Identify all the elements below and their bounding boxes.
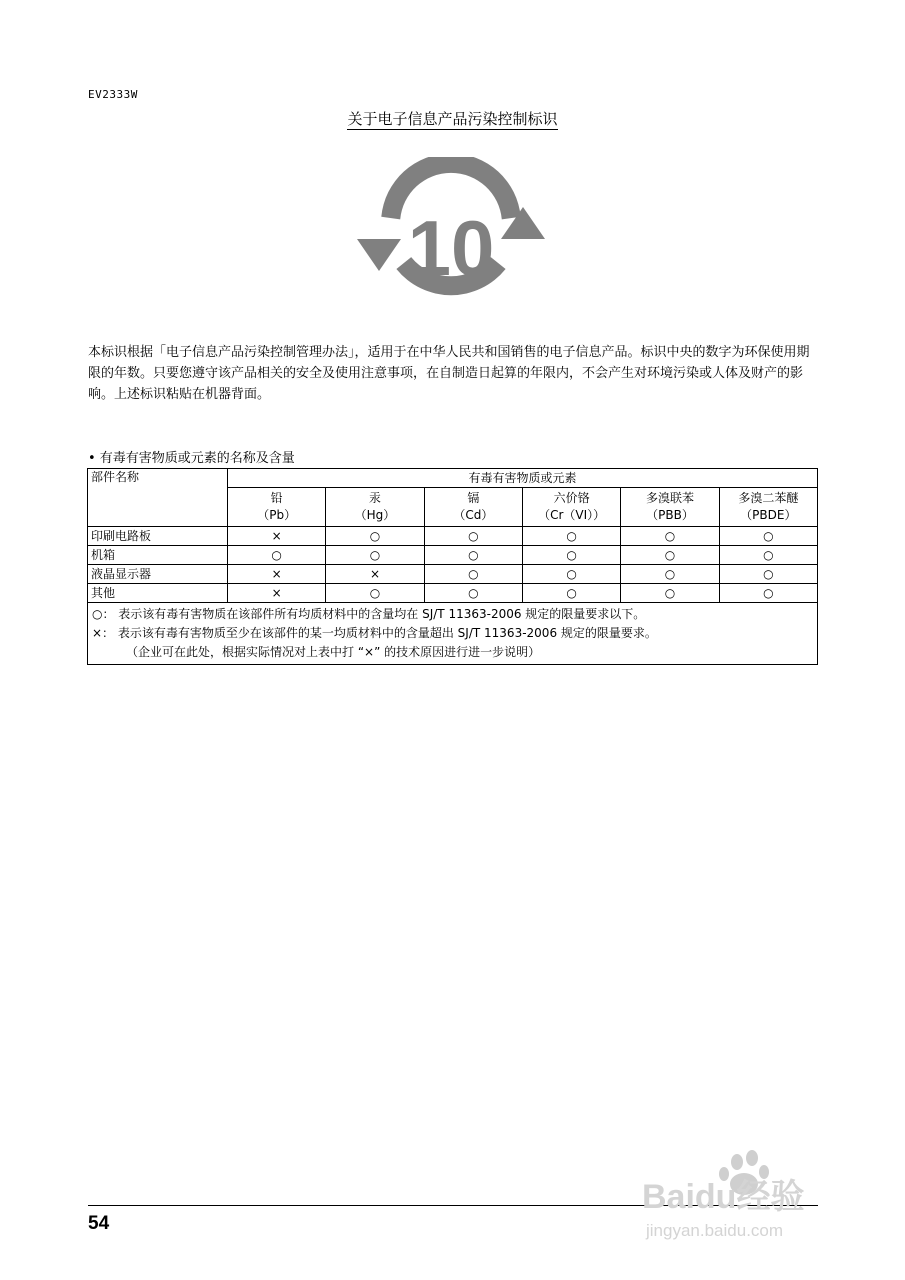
table-cell: × <box>228 565 326 584</box>
table-row <box>88 584 818 603</box>
page-number: 54 <box>88 1213 110 1234</box>
watermark-url: jingyan.baidu.com <box>646 1221 784 1240</box>
part-name: 液晶显示器 <box>88 565 228 584</box>
part-name: 印刷电路板 <box>88 527 228 546</box>
page-title-text: 关于电子信息产品污染控制标识 <box>347 110 558 128</box>
table-cell: ○ <box>621 565 719 584</box>
table-cell: ○ <box>621 546 719 565</box>
table-cell: ○ <box>424 565 522 584</box>
hazardous-substances-table <box>87 468 818 665</box>
notes-row <box>88 603 818 665</box>
part-name: 机箱 <box>88 546 228 565</box>
element-header: 多溴联苯 （PBB） <box>621 488 719 527</box>
model-number: EV2333W <box>88 88 138 101</box>
table-header-row <box>88 469 818 488</box>
table-cell: ○ <box>228 546 326 565</box>
element-header: 汞 （Hg） <box>326 488 424 527</box>
table-cell: ○ <box>719 565 817 584</box>
part-name: 其他 <box>88 584 228 603</box>
baidu-watermark-icon <box>640 1150 855 1250</box>
note-company: （企业可在此处，根据实际情况对上表中打 “×” 的技术原因进行进一步说明） <box>126 645 541 659</box>
table-cell: ○ <box>424 527 522 546</box>
element-header: 镉 （Cd） <box>424 488 522 527</box>
table-cell: ○ <box>424 584 522 603</box>
part-header: 部件名称 <box>88 469 228 527</box>
table-cell: ○ <box>522 527 620 546</box>
page-title <box>0 108 905 129</box>
table-cell: ○ <box>326 584 424 603</box>
element-header: 多溴二苯醚 （PBDE） <box>719 488 817 527</box>
table-cell: ○ <box>326 527 424 546</box>
watermark-brand: Baidu经验 <box>642 1178 805 1216</box>
logo-number: 10 <box>407 204 495 292</box>
table-cell: ○ <box>719 584 817 603</box>
table-cell: ○ <box>424 546 522 565</box>
table-cell: ○ <box>719 527 817 546</box>
table-cell: ○ <box>522 565 620 584</box>
table-cell: ○ <box>719 546 817 565</box>
pollution-control-logo-icon <box>355 157 547 325</box>
table-cell: ○ <box>326 546 424 565</box>
section-heading: • 有毒有害物质或元素的名称及含量 <box>88 451 295 466</box>
table-cell: × <box>228 527 326 546</box>
table-row <box>88 565 818 584</box>
table-cell: × <box>228 584 326 603</box>
table-cell: ○ <box>621 527 719 546</box>
table-cell: ○ <box>522 546 620 565</box>
note-circle: ○： 表示该有毒有害物质在该部件所有均质材料中的含量均在 SJ/T 11363-2006 规定的限量要求以下。 <box>92 607 646 621</box>
table-row <box>88 546 818 565</box>
element-header: 铅 （Pb） <box>228 488 326 527</box>
note-cross: ×： 表示该有毒有害物质至少在该部件的某一均质材料中的含量超出 SJ/T 11363-2006 规定的限量要求。 <box>92 626 657 640</box>
intro-paragraph: 本标识根据「电子信息产品污染控制管理办法」，适用于在中华人民共和国销售的电子信息产品。标识中央的数字为环保使用期限的年数。只要您遵守该产品相关的安全及使用注意事项，在自制造日起算的年限内，不会产生对环境污染或人体及财产的影响。上述标识粘贴在机器背面。 <box>88 345 810 402</box>
element-header: 六价铬 （Cr（VI）） <box>522 488 620 527</box>
table-cell: ○ <box>522 584 620 603</box>
table-row <box>88 527 818 546</box>
table-cell: × <box>326 565 424 584</box>
group-header: 有毒有害物质或元素 <box>228 469 818 488</box>
table-cell: ○ <box>621 584 719 603</box>
notes-cell <box>88 603 818 665</box>
